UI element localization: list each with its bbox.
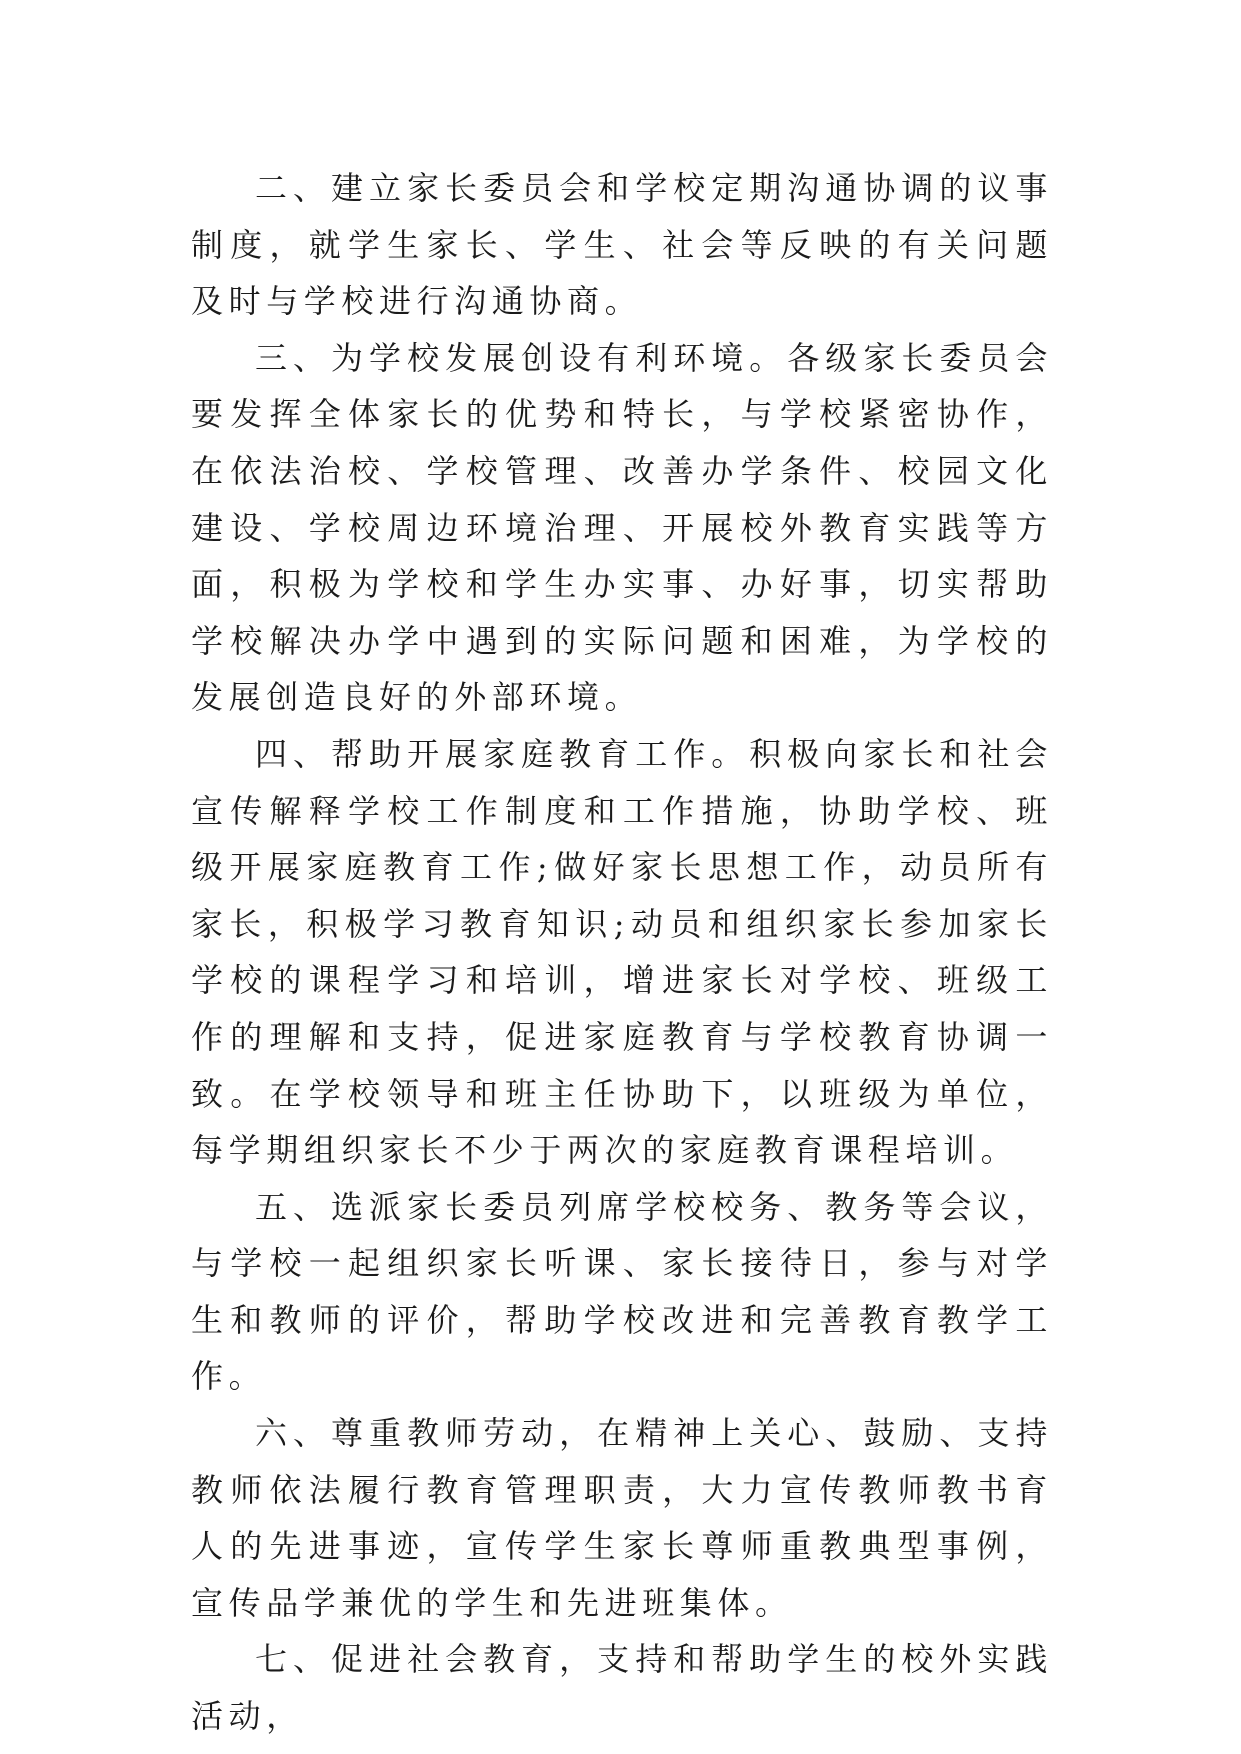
paragraph-2: 二、建立家长委员会和学校定期沟通协调的议事制度，就学生家长、学生、社会等反映的有关问题及时与学校进行沟通协商。 [191,169,1053,321]
paragraph-6: 六、尊重教师劳动，在精神上关心、鼓励、支持教师依法履行教育管理职责，大力宣传教师教书育人的先进事迹，宣传学生家长尊师重教典型事例，宣传品学兼优的学生和先进班集体。 [191,1414,1053,1622]
paragraph-3: 三、为学校发展创设有利环境。各级家长委员会要发挥全体家长的优势和特长，与学校紧密协作，在依法治校、学校管理、改善办学条件、校园文化建设、学校周边环境治理、开展校外教育实践等方面，积极为学校和学生办实事、办好事，切实帮助学校解决办学中遇到的实际问题和困难，为学校的发展创造良好的外部环境。 [191,338,1053,717]
paragraph-4: 四、帮助开展家庭教育工作。积极向家长和社会宣传解释学校工作制度和工作措施，协助学校、班级开展家庭教育工作;做好家长思想工作，动员所有家长，积极学习教育知识;动员和组织家长参加家长学校的课程学习和培训，增进家长对学校、班级工作的理解和支持，促进家庭教育与学校教育协调一致。在学校领导和班主任协助下，以班级为单位，每学期组织家长不少于两次的家庭教育课程培训。 [191,734,1053,1170]
paragraph-5: 五、选派家长委员列席学校校务、教务等会议，与学校一起组织家长听课、家长接待日，参与对学生和教师的评价，帮助学校改进和完善教育教学工作。 [191,1187,1053,1396]
paragraph-7: 七、促进社会教育，支持和帮助学生的校外实践活动， [191,1640,1053,1736]
document-body [191,160,1053,1745]
